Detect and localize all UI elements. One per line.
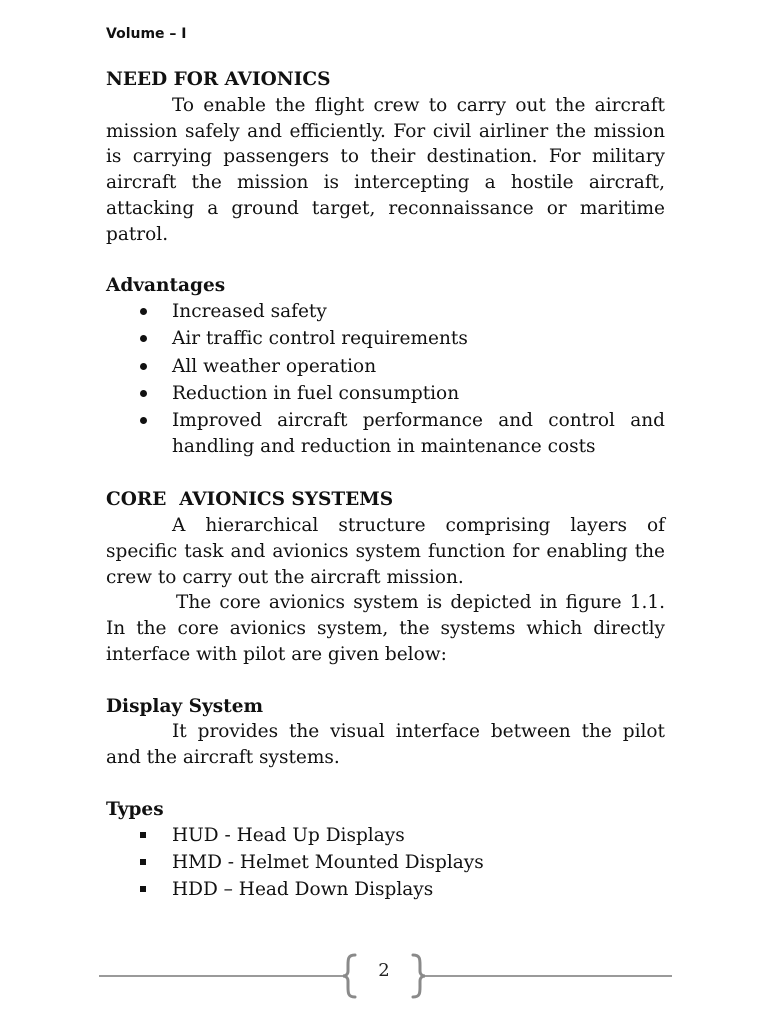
volume-header: Volume – I	[106, 26, 187, 42]
list-item-text: Air traffic control requirements	[172, 328, 468, 350]
spacer	[106, 461, 665, 487]
page-number: 2	[378, 960, 390, 981]
list-item-text: Improved aircraft performance and control and handling and reduction in maintenance costs	[172, 410, 665, 458]
footer-rule-left	[99, 975, 347, 977]
list-item-text: Reduction in fuel consumption	[172, 383, 460, 405]
paragraph-need-for-avionics: To enable the flight crew to carry out the aircraft mission safely and efficiently. For civil airliner the mission is carrying passengers to their destination. For military aircraft the mission is intercepting a hostile aircraft, attacking a ground target, reconnaissance or maritime patrol.	[106, 94, 665, 245]
list-item	[106, 326, 665, 352]
types-list	[106, 823, 665, 903]
paragraph-core-avionics-2: The core avionics system is depicted in figure 1.1. In the core avionics system, the systems which directly interface with pilot are given below:	[106, 592, 665, 666]
section-heading-advantages: Advantages	[106, 275, 226, 297]
section-heading-display-system: Display System	[106, 695, 264, 717]
page-footer	[0, 950, 768, 1000]
list-item	[106, 381, 665, 407]
list-item	[106, 850, 665, 876]
list-item-text: Increased safety	[172, 301, 327, 323]
section-heading-need-for-avionics: NEED FOR AVIONICS	[106, 69, 331, 90]
spacer	[106, 248, 665, 274]
paragraph-display-system: It provides the visual interface between the pilot and the aircraft systems.	[106, 721, 665, 769]
section-heading-types: Types	[106, 798, 164, 820]
spacer	[106, 668, 665, 694]
list-item	[106, 823, 665, 849]
list-item-text: HMD - Helmet Mounted Displays	[172, 851, 484, 873]
list-item	[106, 877, 665, 903]
list-item-text: HDD – Head Down Displays	[172, 879, 434, 901]
list-item	[106, 408, 665, 460]
paragraph-core-avionics-1: A hierarchical structure comprising layers of specific task and avionics system function for enabling the crew to carry out the aircraft mission.	[106, 515, 665, 588]
page-body	[106, 67, 665, 905]
advantages-list	[106, 299, 665, 460]
footer-rule-right	[424, 975, 672, 977]
list-item-text: HUD - Head Up Displays	[172, 824, 405, 846]
section-heading-core-avionics: CORE AVIONICS SYSTEMS	[106, 489, 394, 511]
list-item	[106, 299, 665, 325]
list-item-text: All weather operation	[172, 355, 377, 377]
spacer	[106, 771, 665, 797]
list-item	[106, 354, 665, 380]
